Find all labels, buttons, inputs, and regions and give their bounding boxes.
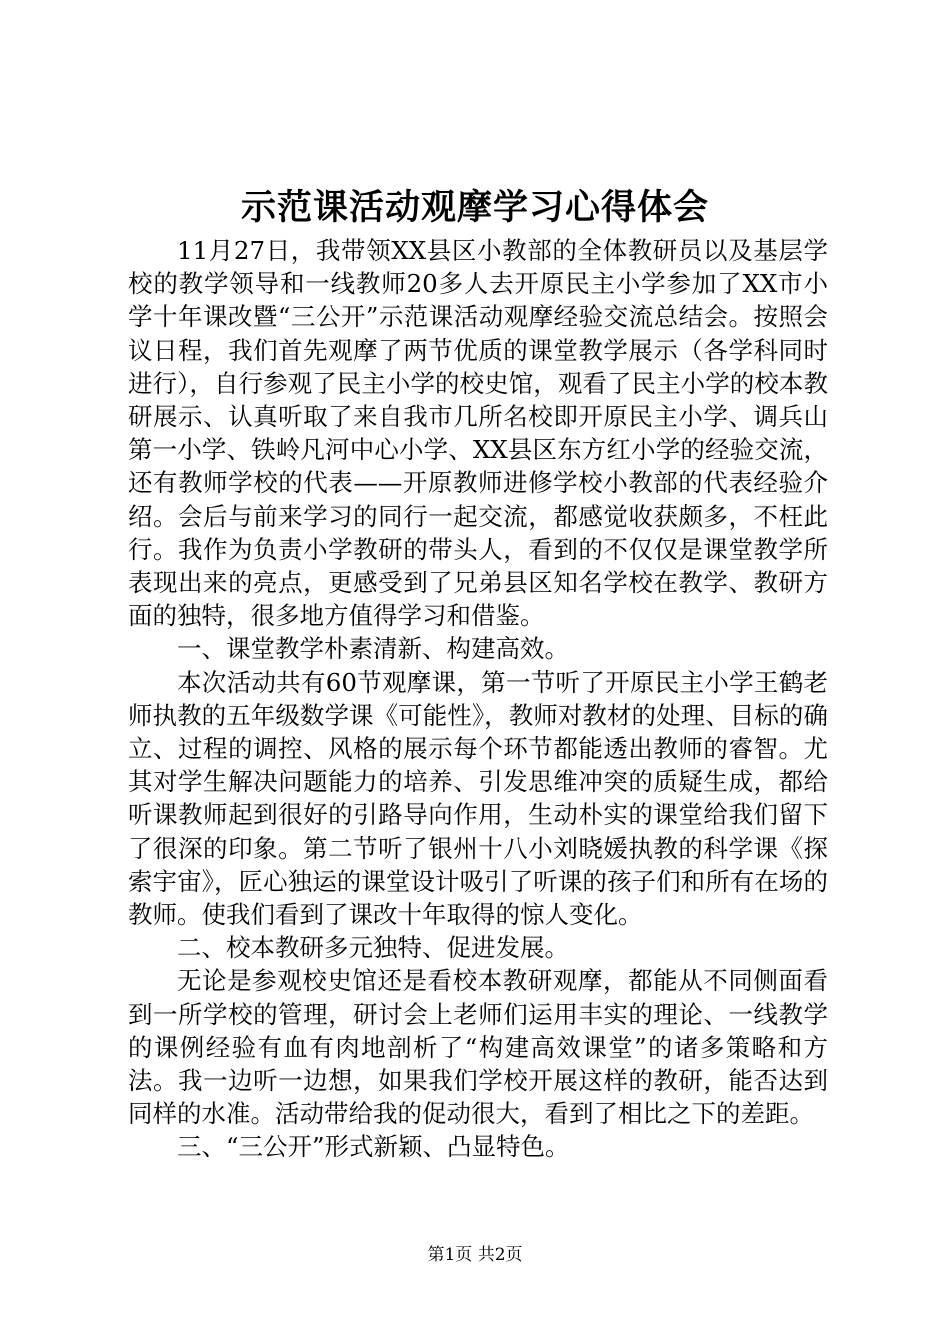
page-number-footer: 第1页 共2页 xyxy=(427,1245,523,1265)
section-heading-1: 一、课堂教学朴素清新、构建高效。 xyxy=(177,634,569,664)
document-title: 示范课活动观摩学习心得体会 xyxy=(240,187,709,228)
paragraph-section-2: 无论是参观校史馆还是看校本教研观摩，都能从不同侧面看到一所学校的管理，研讨会上老师们运用丰实的理论、一线教学的课例经验有血有肉地剖析了“构建高效课堂”的诸多策略和方法。我一边听一边想，如果我们学校开展这样的教研，能否达到同样的水准。活动带给我的促动很大，看到了相比之下的差距。 xyxy=(128,966,828,1129)
paragraph-section-1: 本次活动共有60节观摩课，第一节听了开原民主小学王鹤老师执教的五年级数学课《可能性》，教师对教材的处理、目标的确立、过程的调控、风格的展示每个环节都能透出教师的睿智。尤其对学生解决问题能力的培养、引发思维冲突的质疑生成，都给听课教师起到很好的引路导向作用，生动朴实的课堂给我们留下了很深的印象。第二节听了银州十八小刘晓媛执教的科学课《探索宇宙》，匠心独运的课堂设计吸引了听课的孩子们和所有在场的教师。使我们看到了课改十年取得的惊人变化。 xyxy=(128,667,828,930)
paragraph-intro: 11月27日，我带领XX县区小教部的全体教研员以及基层学校的教学领导和一线教师20多人去开原民主小学参加了XX市小学十年课改暨“三公开”示范课活动观摩经验交流总结会。按照会议日程，我们首先观摩了两节优质的课堂教学展示（各学科同时进行），自行参观了民主小学的校史馆，观看了民主小学的校本教研展示、认真听取了来自我市几所名校即开原民主小学、调兵山第一小学、铁岭凡河中心小学、XX县区东方红小学的经验交流，还有教师学校的代表——开原教师进修学校小教部的代表经验介绍。会后与前来学习的同行一起交流，都感觉收获颇多，不枉此行。我作为负责小学教研的带头人，看到的不仅仅是课堂教学所表现出来的亮点，更感受到了兄弟县区知名学校在教学、教研方面的独特，很多地方值得学习和借鉴。 xyxy=(128,236,828,631)
section-heading-3: 三、“三公开”形式新颖、凸显特色。 xyxy=(177,1132,570,1162)
section-heading-2: 二、校本教研多元独特、促进发展。 xyxy=(177,933,569,963)
document-body xyxy=(128,234,828,1164)
